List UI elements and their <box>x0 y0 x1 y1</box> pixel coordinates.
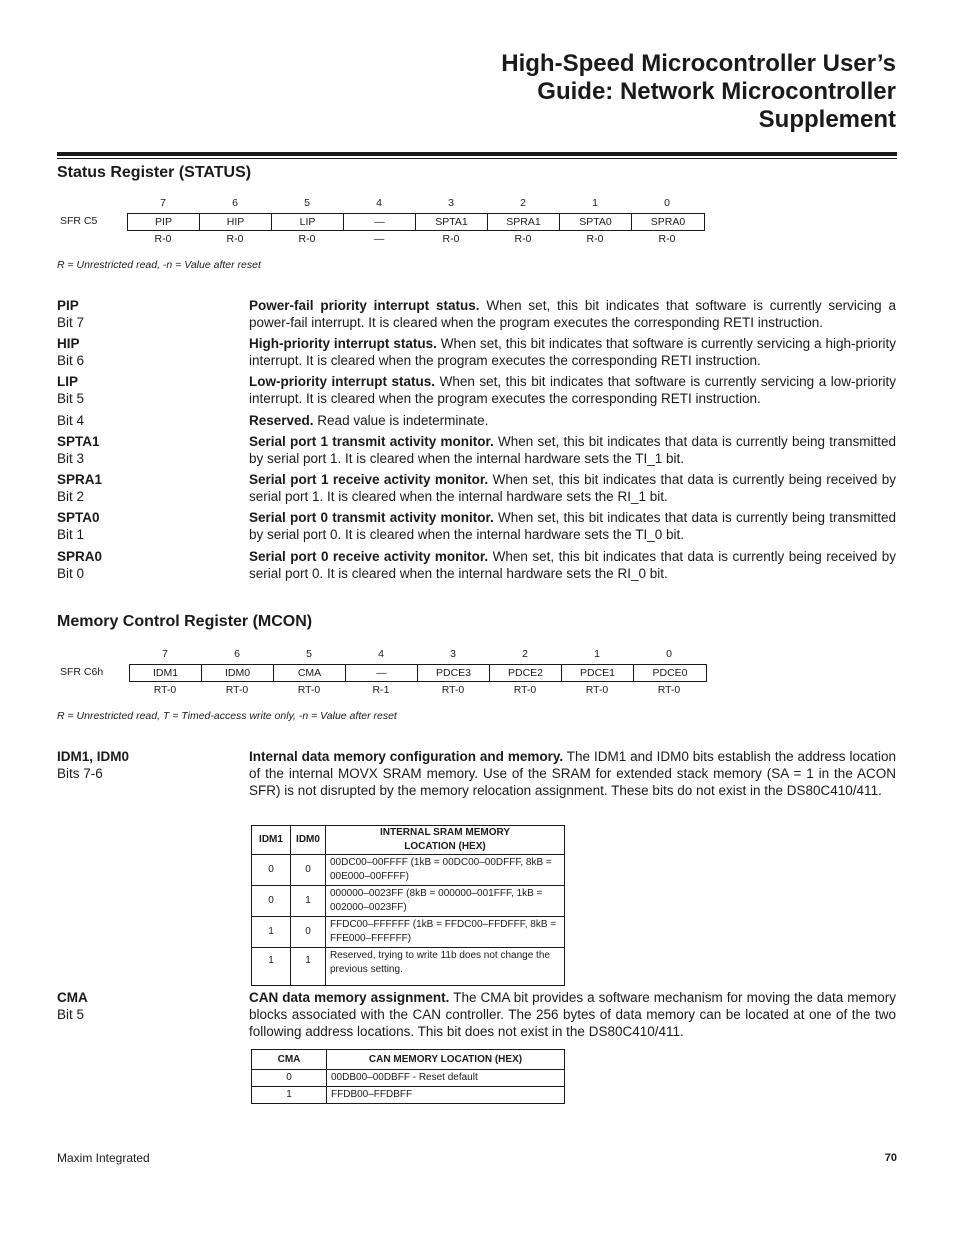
bit-label-idm <box>57 748 129 782</box>
bit-name: LIP <box>272 214 344 230</box>
bit-number: 7 <box>162 648 168 660</box>
bit-number: 4 <box>378 648 384 660</box>
bit-description-spra0 <box>249 548 896 582</box>
bit-position: Bit 1 <box>57 527 85 542</box>
bit-description-hip <box>249 335 896 369</box>
bit-number: 5 <box>304 197 310 209</box>
bit-access: R-0 <box>154 233 172 245</box>
table-cell: 000000–0023FF (8kB = 000000–001FFF, 1kB = 002000–0023FF) <box>326 886 565 917</box>
bit-number: 1 <box>592 197 598 209</box>
description-title: Serial port 1 receive activity monitor. <box>249 472 489 487</box>
description-title: Internal data memory configuration and memory. <box>249 749 564 764</box>
description-text: The IDM1 and IDM0 bits establish the address location of the internal MOVX SRAM memory. Use of the SRAM for extended stack memory (SA = 1 in the ACON SFR) is not disrupted by the memory relocation assignment. These bits do not exist in the DS80C410/411. <box>249 749 896 798</box>
bit-position: Bit 6 <box>57 353 85 368</box>
description-title: High-priority interrupt status. <box>249 336 437 351</box>
sfr-address: SFR C5 <box>60 215 98 227</box>
title-line-1: High-Speed Microcontroller User’s <box>501 50 896 77</box>
table-cell: FFDC00–FFFFFF (1kB = FFDC00–FFDFFF, 8kB = FFE000–FFFFFF) <box>326 917 565 948</box>
bit-number: 0 <box>666 648 672 660</box>
footer-page-number: 70 <box>884 1152 897 1164</box>
table-cell: 1 <box>252 1087 327 1104</box>
mcon-bit-numbers <box>129 648 707 662</box>
table-header: IDM1 <box>252 826 291 855</box>
description-text: Read value is indeterminate. <box>313 413 489 428</box>
bit-name: PDCE1 <box>562 665 634 681</box>
bit-access: RT-0 <box>153 684 177 696</box>
status-bit-numbers <box>127 197 705 211</box>
bit-name: PDCE3 <box>418 665 490 681</box>
description-title: Serial port 1 transmit activity monitor. <box>249 434 494 449</box>
status-heading: Status Register (STATUS) <box>57 164 252 181</box>
bit-name: SPRA1 <box>57 472 103 487</box>
description-text: When set, this bit indicates that software is currently servicing a low-priority interrupt. It is cleared when the program executes the corresponding RETI instruction. <box>249 374 897 406</box>
bit-name: IDM1 <box>130 665 202 681</box>
table-header-row <box>252 826 565 855</box>
bit-name: SPRA0 <box>650 216 686 228</box>
bit-position: Bit 0 <box>57 566 85 581</box>
bit-name: HIP <box>57 336 80 351</box>
table-cell: 0 <box>252 1070 327 1087</box>
description-text: When set, this bit indicates that software is currently servicing a high-priority interrupt. It is cleared when the program executes the corresponding RETI instruction. <box>249 336 896 368</box>
bit-access: RT-0 <box>225 684 249 696</box>
description-title: Serial port 0 receive activity monitor. <box>249 549 489 564</box>
bit-number: 7 <box>160 197 166 209</box>
table-header: CMA <box>252 1050 327 1070</box>
mcon-bit-access <box>129 684 707 698</box>
table-header: CAN MEMORY LOCATION (HEX) <box>327 1050 565 1070</box>
bit-access: — <box>373 233 385 245</box>
bit-position: Bits 7-6 <box>57 766 103 781</box>
page-title <box>336 50 896 134</box>
table-cell: 1 <box>252 917 291 948</box>
bit-name: SPRA0 <box>57 549 103 564</box>
status-bit-access <box>127 233 705 247</box>
bit-access: R-0 <box>514 233 532 245</box>
bit-number: 2 <box>520 197 526 209</box>
bit-number: 6 <box>232 197 238 209</box>
bit-name: SPTA1 <box>416 214 488 230</box>
table-cell: 1 <box>291 948 326 986</box>
mcon-register-diagram <box>57 648 717 700</box>
bit-position: Bit 7 <box>57 315 85 330</box>
description-text: When set, this bit indicates that data is currently being received by serial port 1. It is cleared when the internal hardware sets the RI_1 bit. <box>249 472 896 504</box>
bit-access: RT-0 <box>513 684 537 696</box>
bit-position: Bit 5 <box>57 391 85 406</box>
table-cell: 0 <box>291 917 326 948</box>
bit-access: RT-0 <box>297 684 321 696</box>
bit-number: 1 <box>594 648 600 660</box>
table-cell: 1 <box>252 948 291 986</box>
mcon-bit-names <box>129 664 707 682</box>
bit-label-pip <box>57 297 84 331</box>
bit-access: R-0 <box>658 233 676 245</box>
description-title: Power-fail priority interrupt status. <box>249 298 480 313</box>
bit-label-hip <box>57 335 84 369</box>
bit-name: — <box>344 214 416 230</box>
table-cell: 1 <box>291 886 326 917</box>
bit-name: PDCE2 <box>490 665 562 681</box>
bit-name: IDM1, IDM0 <box>57 749 130 764</box>
bit-name: PDCE0 <box>652 667 688 679</box>
bit-name: SPRA1 <box>488 214 560 230</box>
bit-description-idm <box>249 748 896 799</box>
description-title: Low-priority interrupt status. <box>249 374 436 389</box>
bit-label-lip <box>57 373 84 407</box>
description-title: CAN data memory assignment. <box>249 990 450 1005</box>
description-text: When set, this bit indicates that data is currently being received by serial port 0. It is cleared when the internal hardware sets the RI_0 bit. <box>249 549 896 581</box>
status-legend-note: R = Unrestricted read, -n = Value after reset <box>57 259 261 271</box>
bit-number: 3 <box>450 648 456 660</box>
table-cell: 0 <box>291 855 326 886</box>
bit-number: 4 <box>376 197 382 209</box>
bit-position: Bit 5 <box>57 1007 85 1022</box>
bit-description-pip <box>249 297 896 331</box>
mcon-legend-note: R = Unrestricted read, T = Timed-access write only, -n = Value after reset <box>57 710 397 722</box>
bit-label-cma <box>57 989 88 1023</box>
bit-name: SPTA1 <box>57 434 100 449</box>
header-rule-thick <box>57 152 897 156</box>
title-line-3: Supplement <box>758 106 896 133</box>
bit-name: SPTA0 <box>560 214 632 230</box>
cma-can-location-table <box>251 1049 565 1104</box>
bit-number: 0 <box>664 197 670 209</box>
bit-access: R-1 <box>372 684 390 696</box>
description-text: When set, this bit indicates that software is currently servicing a power-fail interrupt. It is cleared when the program executes the corresponding RETI instruction. <box>249 298 896 330</box>
bit-name: IDM0 <box>202 665 274 681</box>
status-register-diagram <box>57 197 717 249</box>
bit-name: HIP <box>200 214 272 230</box>
bit-access: R-0 <box>298 233 316 245</box>
bit-number: 5 <box>306 648 312 660</box>
bit-name: — <box>346 665 418 681</box>
bit-label-spta1 <box>57 433 100 467</box>
sfr-address: SFR C6h <box>60 666 104 678</box>
description-text: When set, this bit indicates that data is currently being transmitted by serial port 0. It is cleared when the internal hardware sets the TI_0 bit. <box>249 510 896 542</box>
table-header: INTERNAL SRAM MEMORY LOCATION (HEX) <box>326 826 565 855</box>
table-row <box>252 855 565 886</box>
mcon-heading: Memory Control Register (MCON) <box>57 613 313 630</box>
bit-label-spta0 <box>57 509 100 543</box>
footer-company: Maxim Integrated <box>57 1151 150 1165</box>
bit-number: 6 <box>234 648 240 660</box>
bit-access: RT-0 <box>585 684 609 696</box>
bit-name: PIP <box>128 214 200 230</box>
table-row <box>252 948 565 986</box>
bit-description-cma <box>249 989 896 1040</box>
bit-label-spra1 <box>57 471 102 505</box>
bit-access: R-0 <box>586 233 604 245</box>
table-cell: 0 <box>252 886 291 917</box>
bit-position: Bit 4 <box>57 413 85 428</box>
bit-access: R-0 <box>442 233 460 245</box>
bit-position: Bit 2 <box>57 489 85 504</box>
bit-number: 2 <box>522 648 528 660</box>
table-cell: 0 <box>252 855 291 886</box>
table-cell: 00DB00–00DBFF - Reset default <box>327 1070 565 1087</box>
table-header: IDM0 <box>291 826 326 855</box>
bit-description-reserved <box>249 412 896 429</box>
table-cell: Reserved, trying to write 11b does not change the previous setting. <box>326 948 565 986</box>
bit-name: LIP <box>57 374 79 389</box>
table-row <box>252 1070 565 1087</box>
bit-label-spra0 <box>57 548 102 582</box>
bit-name: PIP <box>57 298 79 313</box>
bit-description-lip <box>249 373 896 407</box>
bit-name: SPTA0 <box>57 510 100 525</box>
bit-number: 3 <box>448 197 454 209</box>
bit-description-spta1 <box>249 433 896 467</box>
bit-name: CMA <box>57 990 88 1005</box>
description-text: The CMA bit provides a software mechanism for moving the data memory blocks associated with the CAN controller. The 256 bytes of data memory can be located at one of the two following address locations. This bit does not exist in the DS80C410/411. <box>249 990 896 1039</box>
table-row <box>252 917 565 948</box>
bit-access: R-0 <box>226 233 244 245</box>
bit-access: RT-0 <box>657 684 681 696</box>
description-title: Reserved. <box>249 413 314 428</box>
idm-sram-location-table <box>251 825 565 986</box>
table-row <box>252 886 565 917</box>
bit-access: RT-0 <box>441 684 465 696</box>
bit-position: Bit 3 <box>57 451 85 466</box>
bit-description-spta0 <box>249 509 896 543</box>
bit-description-spra1 <box>249 471 896 505</box>
description-text: When set, this bit indicates that data is currently being transmitted by serial port 1. It is cleared when the internal hardware sets the TI_1 bit. <box>249 434 896 466</box>
table-row <box>252 1087 565 1104</box>
bit-label-reserved <box>57 412 84 429</box>
header-rule-thin <box>57 158 897 159</box>
title-line-2: Guide: Network Microcontroller <box>537 78 896 105</box>
status-bit-names <box>127 213 705 231</box>
bit-name: CMA <box>274 665 346 681</box>
table-cell: FFDB00–FFDBFF <box>327 1087 565 1104</box>
description-title: Serial port 0 transmit activity monitor. <box>249 510 494 525</box>
table-header-row <box>252 1050 565 1070</box>
table-cell: 00DC00–00FFFF (1kB = 00DC00–00DFFF, 8kB = 00E000–00FFFF) <box>326 855 565 886</box>
